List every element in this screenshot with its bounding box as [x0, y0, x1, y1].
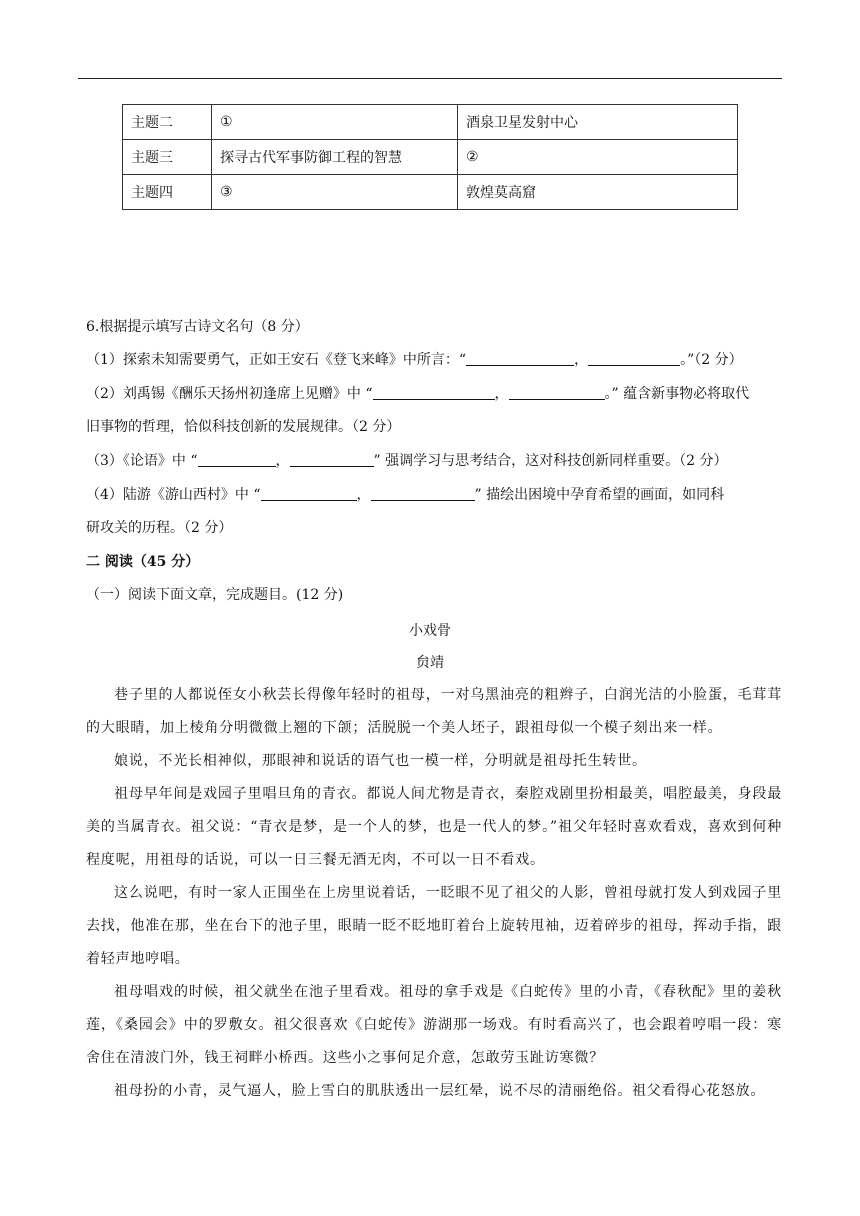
prompt-text: （2）刘禹锡《酬乐天扬州初逢席上见赠》中 “: [86, 386, 373, 402]
article-title: 小戏骨: [409, 623, 451, 639]
prompt-text: ” 强调学习与思考结合，这对科技创新同样重要。（2 分）: [373, 453, 728, 469]
answer-blank[interactable]: [290, 454, 374, 467]
table-cell: 主题二: [123, 105, 212, 140]
section-subheading: （一）阅读下面文章，完成题目。(12 分): [86, 587, 344, 603]
prompt-text: （4）陆游《游山西村》中 “: [86, 487, 261, 503]
table-cell: 探寻古代军事防御工程的智慧: [212, 140, 458, 175]
article-paragraph: 祖母早年间是戏园子里唱旦角的青衣。都说人间尤物是青衣，秦腔戏剧里扮相最美，唱腔最美，身段最美的当属青衣。祖父说：“青衣是梦，是一个人的梦，也是一代人的梦。”祖父年轻时喜欢看戏，喜欢到何种程度呢，用祖母的话说，可以一日三餐无酒无肉，不可以一日不看戏。: [86, 786, 782, 868]
table-row: [123, 105, 738, 140]
prompt-text: ，: [574, 352, 589, 368]
question-6-4-cont: 研攻关的历程。（2 分）: [86, 520, 233, 536]
question-6-2-cont: 旧事物的哲理，恰似科技创新的发展规律。（2 分）: [86, 419, 401, 435]
article-paragraph: 这么说吧，有时一家人正围坐在上房里说着话，一眨眼不见了祖父的人影，曾祖母就打发人到戏园子里去找，他准在那，坐在台下的池子里，眼睛一眨不眨地盯着台上旋转甩袖，迈着碎步的祖母，挥动手指，跟着轻声地哼唱。: [86, 885, 782, 967]
article-paragraph: 祖母唱戏的时候，祖父就坐在池子里看戏。祖母的拿手戏是《白蛇传》里的小青，《春秋配》里的姜秋莲，《桑园会》中的罗敷女。祖父很喜欢《白蛇传》游湖那一场戏。有时看高兴了，也会跟着哼唱一段：寒舍住在清波门外，钱王祠畔小桥西。这些小之事何足介意，怎敢劳玉趾访寒微？: [86, 984, 782, 1066]
question-6-2: [86, 383, 749, 403]
answer-blank[interactable]: [261, 488, 357, 501]
prompt-text: ，: [494, 386, 509, 402]
question-6-title: 6.根据提示填写古诗文名句（8 分）: [86, 319, 309, 335]
article-paragraph: 祖母扮的小青，灵气逼人，脸上雪白的肌肤透出一层红晕，说不尽的清丽绝俗。祖父看得心花怒放。: [114, 1083, 766, 1099]
answer-blank[interactable]: [588, 353, 680, 366]
prompt-text: ” 描绘出困境中孕育希望的画面，如同科: [474, 487, 725, 503]
table-cell: ③: [212, 175, 458, 210]
table-cell: ①: [212, 105, 458, 140]
question-6-1: [86, 349, 743, 369]
prompt-text: 。”（2 分）: [680, 352, 743, 368]
topic-table: [122, 104, 738, 210]
article-paragraph: 娘说，不光长相神似，那眼神和说话的语气也一模一样，分明就是祖母托生转世。: [114, 753, 647, 769]
header-rule: [78, 78, 782, 79]
article-author: 贠靖: [416, 655, 444, 671]
prompt-text: （3）《论语》中 “: [86, 453, 198, 469]
table-cell: 主题三: [123, 140, 212, 175]
prompt-text: ，: [275, 453, 290, 469]
table-row: [123, 140, 738, 175]
prompt-text: ，: [356, 487, 371, 503]
table-cell: 敦煌莫高窟: [458, 175, 738, 210]
article-paragraph: 巷子里的人都说侄女小秋芸长得像年轻时的祖母，一对乌黑油亮的粗辫子，白润光洁的小脸蛋，毛茸茸的大眼睛，加上棱角分明微微上翘的下颌；活脱脱一个美人坯子，跟祖母似一个模子刻出来一样。: [86, 687, 782, 736]
table-cell: 主题四: [123, 175, 212, 210]
article-body: [86, 679, 782, 1108]
question-6-4: [86, 484, 724, 504]
answer-blank[interactable]: [198, 454, 276, 467]
table-cell: 酒泉卫星发射中心: [458, 105, 738, 140]
prompt-text: 。” 蕴含新事物必将取代: [604, 386, 750, 402]
question-6-3: [86, 450, 727, 470]
table-cell: ②: [458, 140, 738, 175]
answer-blank[interactable]: [373, 387, 495, 400]
answer-blank[interactable]: [509, 387, 605, 400]
answer-blank[interactable]: [466, 353, 574, 366]
table-row: [123, 175, 738, 210]
prompt-text: （1）探索未知需要勇气，正如王安石《登飞来峰》中所言：“: [86, 352, 467, 368]
answer-blank[interactable]: [371, 488, 475, 501]
section-heading: 二 阅读（45 分）: [86, 554, 200, 570]
